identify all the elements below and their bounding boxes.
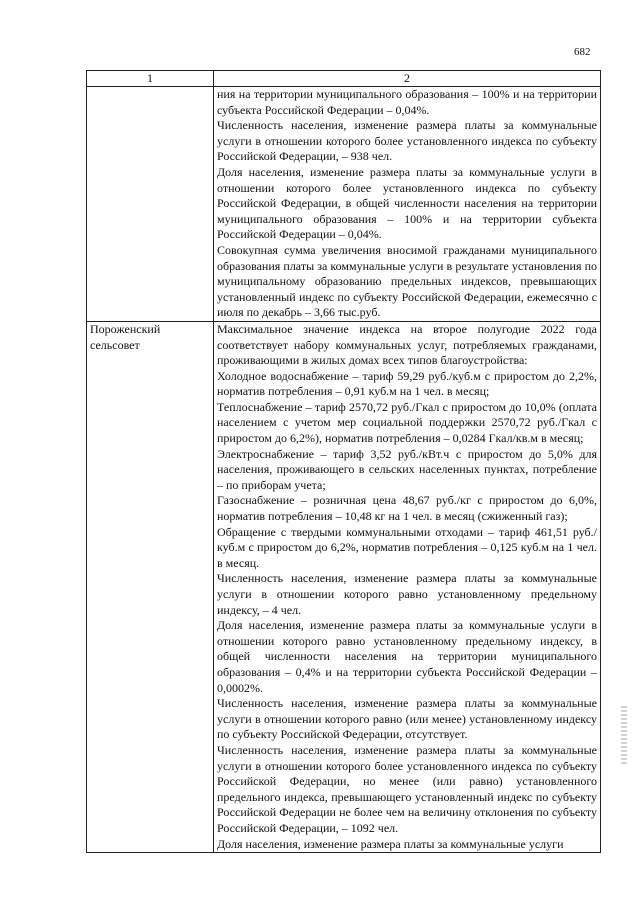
paragraph: Доля населения, изменение размера платы за коммунальные услуги bbox=[217, 836, 564, 851]
paragraph: Совокупная сумма увеличения вносимой гражданами муниципального образования платы за коммунальные услуги в результате установления по муниципальному образованию предельных индексов, превышающих установленный индекс по субъекту Российской Федерации, ежемесячно с июля по декабрь – 3,66 тыс.руб. bbox=[217, 242, 597, 320]
column-header-1: 1 bbox=[87, 71, 214, 87]
table-row bbox=[87, 321, 601, 852]
description-cell bbox=[214, 87, 601, 322]
paragraph: Доля населения, изменение размера платы за коммунальные услуги в отношении которого более установленного индекса по субъекту Российской Федерации, в общей численности населения на территории муниципального образования – 100% и на территории субъекта Российской Федерации – 0,04%. bbox=[217, 164, 597, 242]
paragraph: Численность населения, изменение размера платы за коммунальные услуги в отношении которого равно (или менее) установленному индексу по субъекту Российской Федерации, отсутствует. bbox=[217, 696, 597, 742]
paragraph: Холодное водоснабжение – тариф 59,29 руб./куб.м с приростом до 2,2%, норматив потребления – 0,91 куб.м на 1 чел. в месяц; bbox=[217, 368, 597, 399]
municipality-cell: Пороженский сельсовет bbox=[87, 321, 214, 852]
description-cell bbox=[214, 321, 601, 852]
table-row bbox=[87, 87, 601, 322]
paragraph: Численность населения, изменение размера платы за коммунальные услуги в отношении которого равно установленному предельному индексу, – 4 чел. bbox=[217, 571, 597, 617]
paragraph: Обращение с твердыми коммунальными отходами – тариф 461,51 руб./куб.м с приростом до 6,2%, норматив потребления – 0,125 куб.м на 1 чел. в месяц. bbox=[217, 524, 597, 570]
paragraph: Электроснабжение – тариф 3,52 руб./кВт.ч с приростом до 5,0% для населения, проживающего в сельских населенных пунктах, потребление – по приборам учета; bbox=[217, 446, 597, 492]
paragraph: ния на территории муниципального образования – 100% и на территории субъекта Российской Федерации – 0,04%. bbox=[217, 87, 597, 117]
paragraph: Максимальное значение индекса на второе полугодие 2022 года соответствует набору коммунальных услуг, потребляемых гражданами, проживающими в жилых домах всех типов благоустройства: bbox=[217, 321, 597, 368]
scan-artifact bbox=[621, 706, 627, 766]
paragraph: Доля населения, изменение размера платы за коммунальные услуги в отношении которого равно установленному предельному индексу, в общей численности населения на территории муниципального образования – 0,4% и на территории субъекта Российской Федерации – 0,0002%. bbox=[217, 618, 597, 695]
document-table bbox=[86, 70, 601, 853]
paragraph: Численность населения, изменение размера платы за коммунальные услуги в отношении которого более установленного индекса по субъекту Российской Федерации, но менее (или равно) установленного предельного индекса, превышающего установленный индекс по субъекту Российской Федерации не более чем на величину отклонения по субъекту Российской Федерации, – 1092 чел. bbox=[217, 742, 597, 835]
page-number: 682 bbox=[574, 46, 591, 58]
table-header-row bbox=[87, 71, 601, 87]
column-header-2: 2 bbox=[214, 71, 601, 87]
paragraph: Газоснабжение – розничная цена 48,67 руб./кг с приростом до 6,0%, норматив потребления – 10,48 кг на 1 чел. в месяц (сжиженный газ); bbox=[217, 493, 597, 524]
municipality-cell bbox=[87, 87, 214, 322]
paragraph: Теплоснабжение – тариф 2570,72 руб./Гкал с приростом до 10,0% (оплата населением с учетом мер социальной поддержки 2570,72 руб./Гкал с приростом до 6,2%), норматив потребления – 0,0284 Гкал/кв.м в месяц; bbox=[217, 399, 597, 446]
paragraph: Численность населения, изменение размера платы за коммунальные услуги в отношении которого более установленного индекса по субъекту Российской Федерации, – 938 чел. bbox=[217, 118, 597, 164]
